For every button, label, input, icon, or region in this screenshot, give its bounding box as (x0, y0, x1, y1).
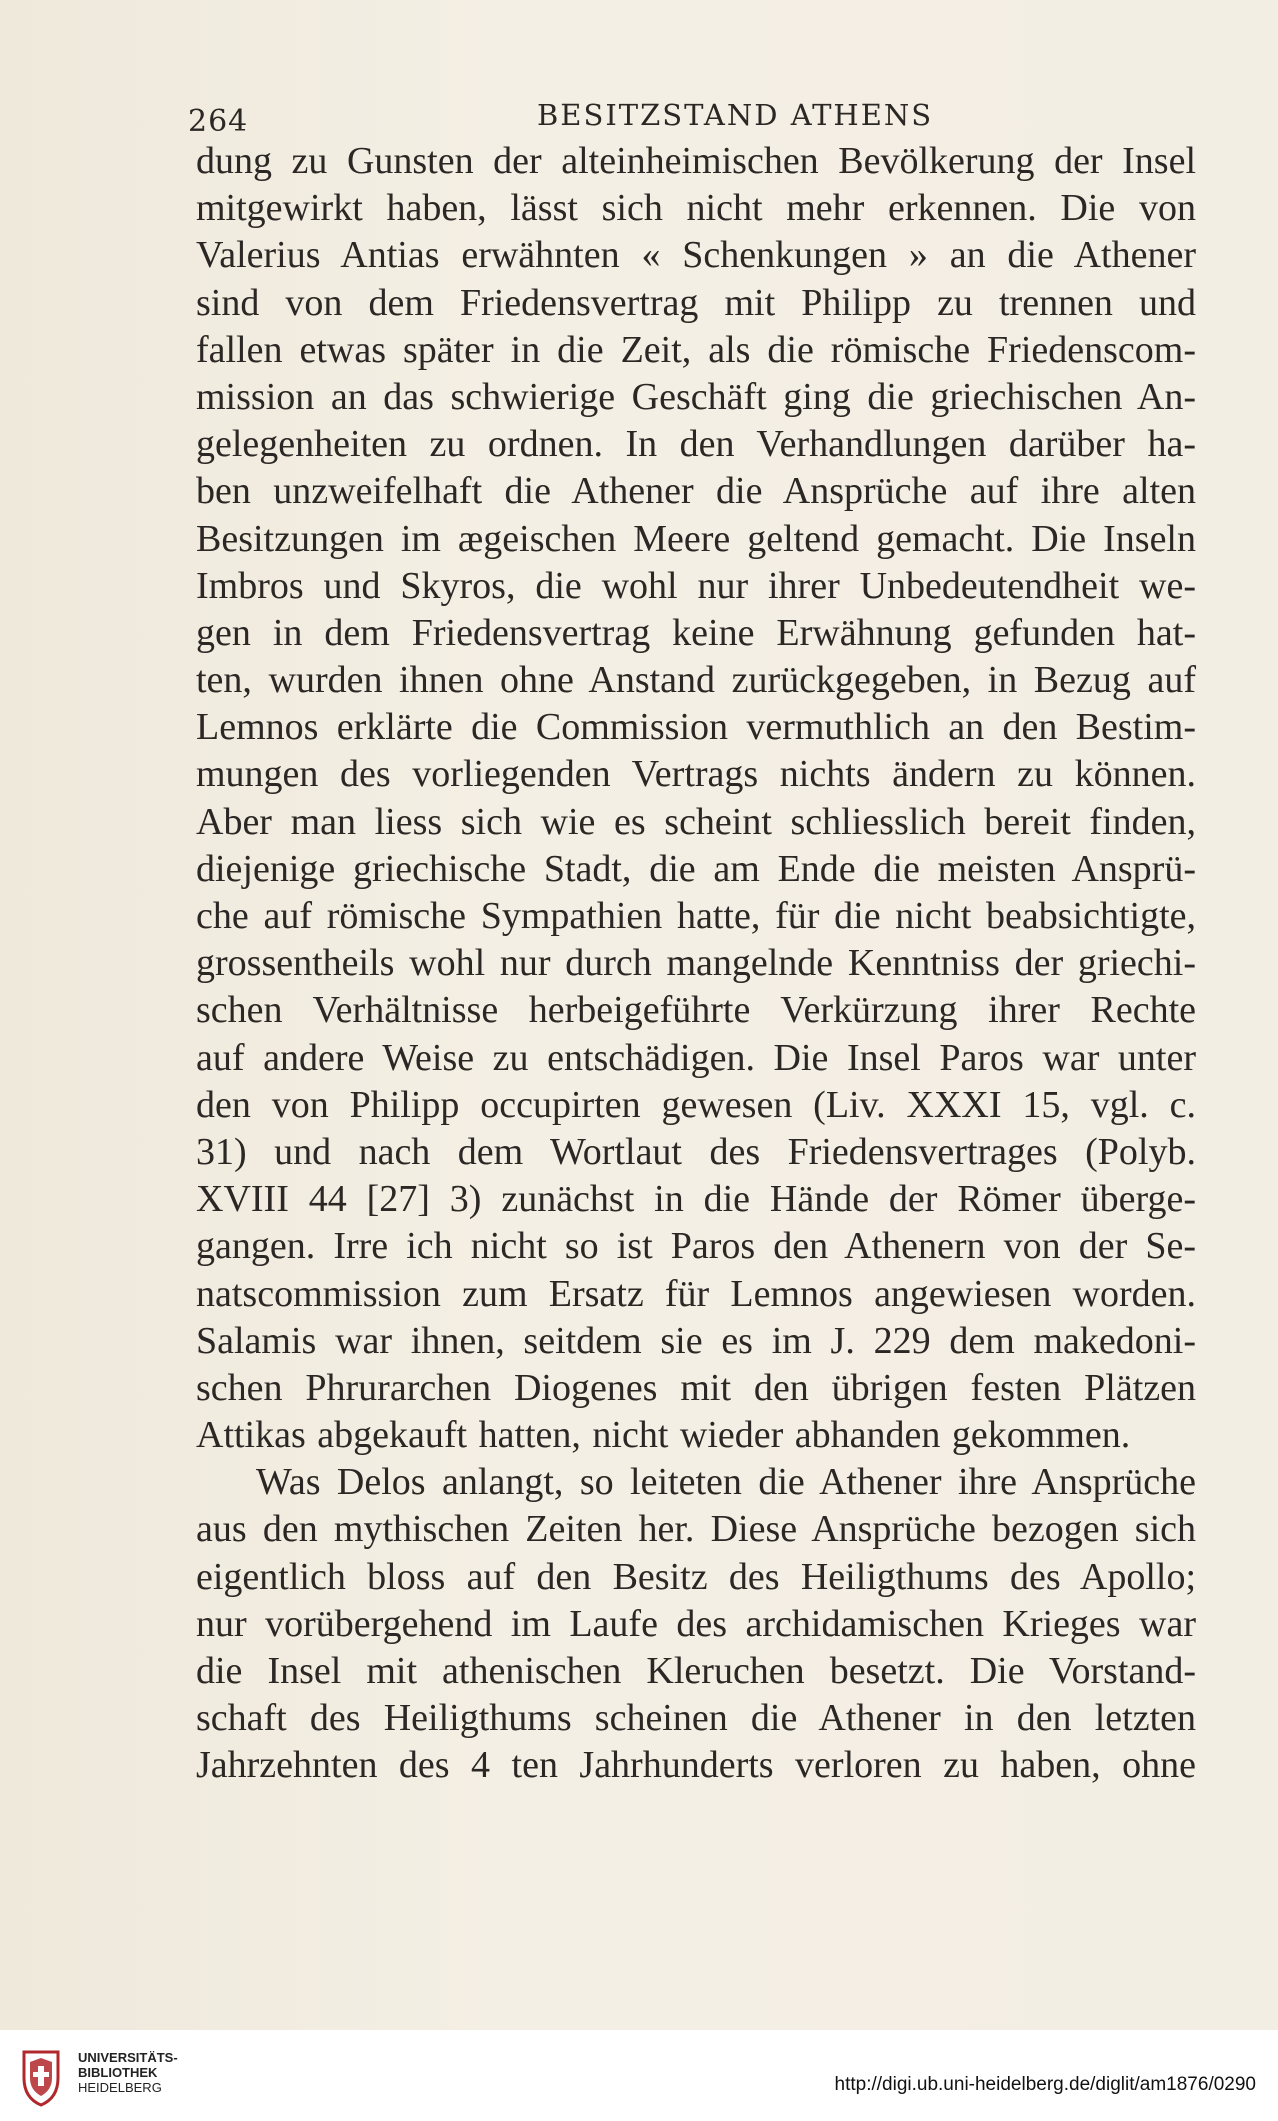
text-line: Valerius Antias erwähnten « Schenkungen » an die Athener (196, 234, 1196, 277)
text-line: auf andere Weise zu entschädigen. Die Insel Paros war unter (196, 1036, 1196, 1079)
university-seal-icon (16, 2048, 66, 2108)
text-line: Imbros und Skyros, die wohl nur ihrer Unbedeutendheit we- (196, 564, 1196, 607)
text-line: Aber man liess sich wie es scheint schliesslich bereit finden, (196, 800, 1196, 843)
source-url-link[interactable]: http://digi.ub.uni-heidelberg.de/diglit/am1876/0290 (834, 2074, 1256, 2095)
digitization-footer (0, 2030, 1278, 2121)
text-line: schen Verhältnisse herbeigeführte Verkürzung ihrer Rechte (196, 989, 1196, 1032)
text-line: Besitzungen im ægeischen Meere geltend gemacht. Die Inseln (196, 517, 1196, 560)
text-line: eigentlich bloss auf den Besitz des Heiligthums des Apollo; (196, 1555, 1196, 1598)
text-line: diejenige griechische Stadt, die am Ende die meisten Ansprü- (196, 847, 1196, 890)
text-line: nur vorübergehend im Laufe des archidamischen Krieges war (196, 1602, 1196, 1645)
library-name-line: UNIVERSITÄTS- (78, 2050, 178, 2065)
text-line: Jahrzehnten des 4 ten Jahrhunderts verloren zu haben, ohne (196, 1744, 1196, 1787)
main-text (196, 138, 1196, 1790)
text-line: 31) und nach dem Wortlaut des Friedensvertrages (Polyb. (196, 1130, 1196, 1173)
paragraph-1 (196, 138, 1196, 1459)
running-title: BESITZSTAND ATHENS (537, 98, 934, 132)
library-name-line: HEIDELBERG (78, 2080, 162, 2095)
text-line: sind von dem Friedensvertrag mit Philipp zu trennen und (196, 281, 1196, 324)
text-line: fallen etwas später in die Zeit, als die römische Friedenscom- (196, 328, 1196, 371)
running-head (0, 98, 1278, 138)
text-line: die Insel mit athenischen Kleruchen besetzt. Die Vorstand- (196, 1650, 1196, 1692)
text-line: mission an das schwierige Geschäft ging die griechischen An- (196, 375, 1196, 418)
paragraph-2 (196, 1459, 1196, 1789)
text-line: Was Delos anlangt, so leiteten die Athener ihre Ansprüche (256, 1461, 1196, 1504)
text-line: gelegenheiten zu ordnen. In den Verhandlungen darüber ha- (196, 423, 1196, 466)
library-name (78, 2050, 178, 2095)
text-line: Attikas abgekauft hatten, nicht wieder abhanden gekommen. (196, 1414, 1131, 1457)
text-line: Lemnos erklärte die Commission vermuthlich an den Bestim- (196, 706, 1196, 749)
text-line: dung zu Gunsten der alteinheimischen Bevölkerung der Insel (196, 140, 1196, 182)
text-line: grossentheils wohl nur durch mangelnde Kenntniss der griechi- (196, 942, 1196, 985)
text-line: che auf römische Sympathien hatte, für die nicht beabsichtigte, (196, 895, 1196, 937)
text-line: ten, wurden ihnen ohne Anstand zurückgegeben, in Bezug auf (196, 659, 1196, 702)
text-line: mungen des vorliegenden Vertrags nichts ändern zu können. (196, 753, 1196, 796)
text-line: XVIII 44 [27] 3) zunächst in die Hände der Römer überge- (196, 1178, 1196, 1221)
text-line: aus den mythischen Zeiten her. Diese Ansprüche bezogen sich (196, 1508, 1196, 1551)
text-line: ben unzweifelhaft die Athener die Ansprüche auf ihre alten (196, 470, 1196, 513)
page-number: 264 (188, 104, 249, 139)
text-line: gen in dem Friedensvertrag keine Erwähnung gefunden hat- (196, 611, 1196, 654)
text-line: den von Philipp occupirten gewesen (Liv. XXXI 15, vgl. c. (196, 1083, 1196, 1126)
text-line: natscommission zum Ersatz für Lemnos angewiesen worden. (196, 1272, 1196, 1315)
text-line: mitgewirkt haben, lässt sich nicht mehr erkennen. Die von (196, 187, 1196, 230)
library-name-line: BIBLIOTHEK (78, 2065, 158, 2080)
text-line: schen Phrurarchen Diogenes mit den übrigen festen Plätzen (196, 1366, 1196, 1409)
text-line: gangen. Irre ich nicht so ist Paros den Athenern von der Se- (196, 1225, 1196, 1268)
text-line: Salamis war ihnen, seitdem sie es im J. 229 dem makedoni- (196, 1319, 1196, 1362)
text-line: schaft des Heiligthums scheinen die Athener in den letzten (196, 1697, 1196, 1740)
